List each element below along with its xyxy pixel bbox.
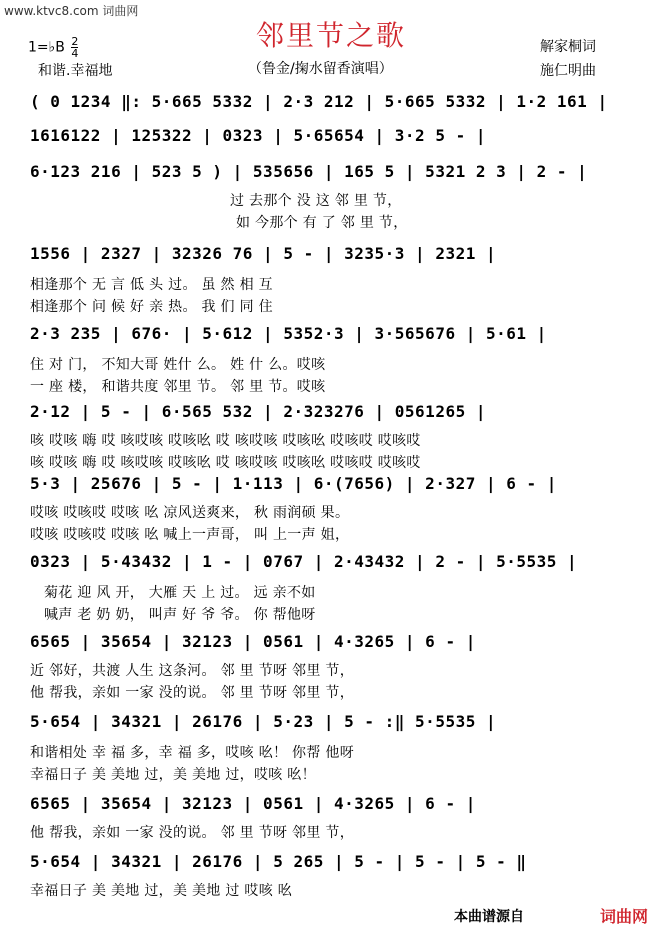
- lyric-row-12-1: 幸福日子 美 美地 过，美 美地 过 哎咳 吆: [30, 883, 293, 899]
- time-numerator: 2: [71, 35, 79, 48]
- lyric-row-7-2: 哎咳 哎咳哎 哎咳 吆 喊上一声哥， 叫 上一声 姐，: [30, 527, 350, 543]
- site-watermark: www.ktvc8.com 词曲网: [4, 4, 139, 18]
- notation-row-5: 2·3 235 | 676· | 5·612 | 5352·3 | 3·565676 | 5·61 |: [30, 324, 547, 343]
- notation-row-11: 6565 | 35654 | 32123 | 0561 | 4·3265 | 6 - |: [30, 794, 476, 813]
- lyric-row-10-1: 和谐相处 幸 福 多，幸 福 多，哎咳 吆！ 你帮 他呀: [30, 745, 354, 761]
- lyric-row-5-1: 住 对 门， 不知大哥 姓什 么。 姓 什 么。哎咳: [30, 357, 326, 373]
- notation-row-8: 0323 | 5·43432 | 1 - | 0767 | 2·43432 | 2 - | 5·5535 |: [30, 552, 578, 571]
- lyric-row-9-1: 近 邻好，共渡 人生 这条河。 邻 里 节呀 邻里 节，: [30, 663, 354, 679]
- lyric-row-3-1: 过 去那个 没 这 邻 里 节，: [230, 193, 402, 209]
- lyric-row-8-2: 喊声 老 奶 奶， 叫声 好 爷 爷。 你 帮他呀: [44, 607, 316, 623]
- notation-row-4: 1556 | 2327 | 32326 76 | 5 - | 3235·3 | 2321 |: [30, 244, 497, 263]
- singer-credit: （鲁金/掬水留香演唱）: [248, 61, 393, 77]
- composer-credit: 施仁明曲: [540, 63, 596, 79]
- lyric-row-4-1: 相逢那个 无 言 低 头 过。 虽 然 相 互: [30, 277, 273, 293]
- notation-row-6: 2·12 | 5 - | 6·565 532 | 2·323276 | 0561265 |: [30, 402, 486, 421]
- lyricist-credit: 解家桐词: [540, 39, 596, 55]
- lyric-row-3-2: 如 今那个 有 了 邻 里 节，: [236, 215, 408, 231]
- time-signature: [71, 36, 78, 59]
- notation-row-12: 5·654 | 34321 | 26176 | 5 265 | 5 - | 5 - | 5 - ‖: [30, 852, 527, 871]
- lyric-row-6-1: 咳 哎咳 嗨 哎 咳哎咳 哎咳吆 哎 咳哎咳 哎咳吆 哎咳哎 哎咳哎: [30, 433, 421, 449]
- lyric-row-6-2: 咳 哎咳 嗨 哎 咳哎咳 哎咳吆 哎 咳哎咳 哎咳吆 哎咳哎 哎咳哎: [30, 455, 421, 471]
- lyric-row-7-1: 哎咳 哎咳哎 哎咳 吆 凉风送爽来， 秋 雨润硕 果。: [30, 505, 350, 521]
- notation-row-2: 1616122 | 125322 | 0323 | 5·65654 | 3·2 5 - |: [30, 126, 486, 145]
- song-title: 邻里节之歌: [255, 19, 406, 52]
- notation-row-9: 6565 | 35654 | 32123 | 0561 | 4·3265 | 6 - |: [30, 632, 476, 651]
- key-signature: [28, 36, 78, 59]
- key-text: 1=♭B: [28, 39, 65, 56]
- notation-row-3: 6·123 216 | 523 5 ) | 535656 | 165 5 | 5321 2 3 | 2 - |: [30, 162, 588, 181]
- performance-style: 和谐.幸福地: [38, 63, 113, 79]
- source-label: 本曲谱源自: [454, 909, 524, 925]
- lyric-row-9-2: 他 帮我，亲如 一家 没的说。 邻 里 节呀 邻里 节，: [30, 685, 354, 701]
- lyric-row-11-1: 他 帮我，亲如 一家 没的说。 邻 里 节呀 邻里 节，: [30, 825, 354, 841]
- notation-row-7: 5·3 | 25676 | 5 - | 1·113 | 6·(7656) | 2·327 | 6 - |: [30, 474, 557, 493]
- lyric-row-10-2: 幸福日子 美 美地 过，美 美地 过，哎咳 吆！: [30, 767, 316, 783]
- notation-row-1: ( 0 1234 ‖: 5·665 5332 | 2·3 212 | 5·665 5332 | 1·2 161 |: [30, 92, 608, 111]
- source-logo[interactable]: 词曲网: [600, 907, 649, 926]
- time-denominator: 4: [71, 47, 79, 60]
- lyric-row-4-2: 相逢那个 问 候 好 亲 热。 我 们 同 住: [30, 299, 273, 315]
- notation-row-10: 5·654 | 34321 | 26176 | 5·23 | 5 - :‖ 5·5535 |: [30, 712, 497, 731]
- lyric-row-8-1: 菊花 迎 风 开， 大雁 天 上 过。 远 亲不如: [44, 585, 316, 601]
- lyric-row-5-2: 一 座 楼， 和谐共度 邻里 节。 邻 里 节。哎咳: [30, 379, 326, 395]
